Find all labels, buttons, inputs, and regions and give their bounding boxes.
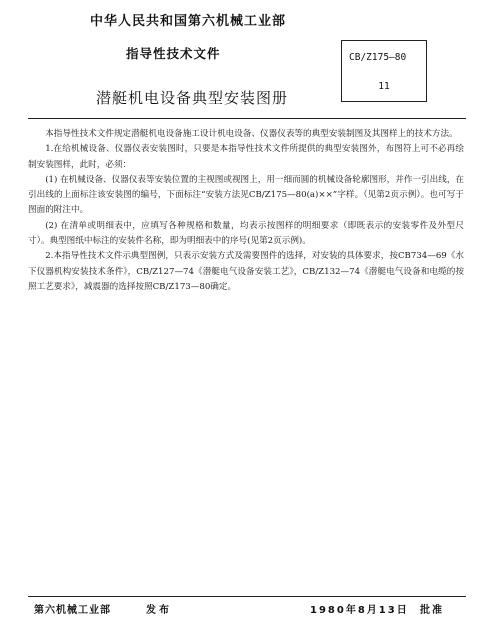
- paragraph: (2) 在清单或明细表中，应填写各种规格和数量，均表示按图样的明细要求（即既表示的安装零件及外型尺寸）。典型图纸中标注的安装件名称，即为明细表中的序号(见第2页示例)。: [28, 220, 464, 247]
- standard-code-box: [341, 40, 427, 102]
- top-divider: [28, 118, 466, 119]
- paragraph: 1.在给机械设备、仪器仪表安装图时，只要是本指导性技术文件所提供的典型安装图外，布图符上可不必再绘制安装图样，此时，必须：: [28, 144, 464, 170]
- bottom-divider: [28, 596, 466, 597]
- approve-label: 批准: [420, 605, 444, 616]
- issuing-organization: 第六机械工业部: [34, 605, 111, 616]
- paragraph: 2.本指导性技术文件示典型图例，只表示安装方式及需要图件的选择，对安装的具体要求，按CB734—69《水下仪器机构安装技术条件》，CB/Z127—74《潜艇电气设备安装工艺》，CB/Z132—74《潜艇电气设备和电缆的按照工艺要求》，减震器的选择按照CB/Z173—80确定。: [28, 251, 464, 292]
- document-title: 潜艇机电设备典型安装图册: [96, 89, 289, 107]
- standard-code: CB/Z175—80: [349, 52, 407, 63]
- footer: [0, 601, 487, 621]
- body-text: [28, 127, 464, 295]
- issue-label: 发布: [146, 605, 172, 616]
- document-type: 指导性技术文件: [126, 46, 221, 61]
- page-number: 11: [378, 81, 390, 92]
- approval-date: 1980年8月13日: [310, 605, 409, 616]
- paragraph: 本指导性技术文件规定潜艇机电设备施工设计机电设备、仪器仪表等的典型安装制图及其图样上的技术方法。: [45, 129, 458, 139]
- ministry-header: 中华人民共和国第六机械工业部: [90, 14, 287, 29]
- paragraph: (1) 在机械设备、仪器仪表等安装位置的主视图或视图上，用一细而圆的机械设备轮廓图形，并作一引出线，在引出线的上面标注该安装图的编号，下面标注“安装方法见CB/Z175—80(a)××”字样。（见第2页示例）。也可写于图面的附注中。: [28, 174, 465, 216]
